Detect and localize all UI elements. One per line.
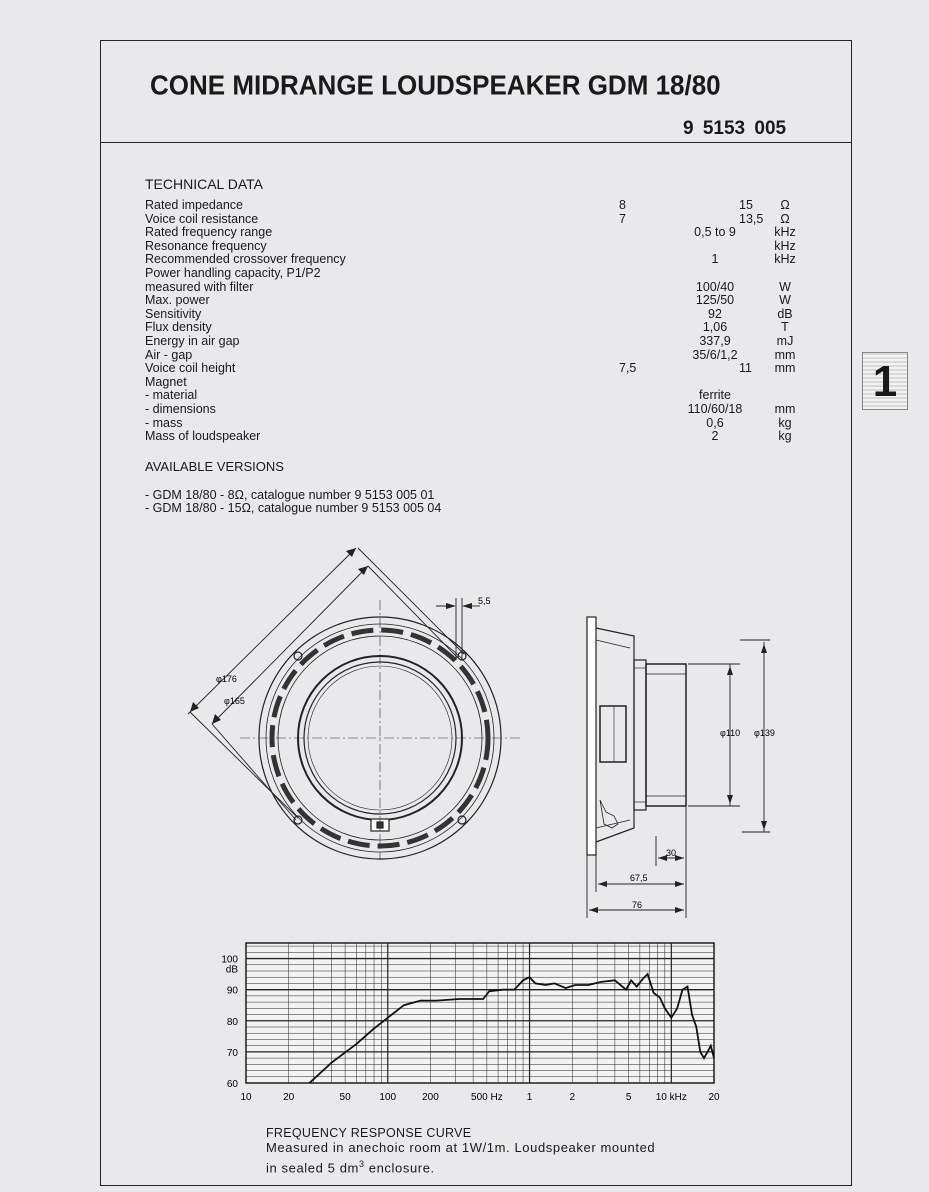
spec-nominal: 2 — [711, 429, 719, 444]
dim-outer-diameter: φ176 — [216, 674, 237, 684]
spec-nominal: 1,06 — [702, 320, 728, 335]
spec-nominal: 0,5 to 9 — [694, 225, 736, 240]
y-tick-label: dB — [225, 964, 238, 976]
spec-nominal: 100/40 — [695, 279, 735, 294]
spec-nominal: 337,9 — [699, 334, 731, 348]
caption-line-1: Measured in anechoic room at 1W/1m. Loudspeaker mounted — [266, 1140, 656, 1155]
spec-unit: Ω — [780, 211, 790, 226]
dim-flange: 5,5 — [478, 596, 491, 606]
spec-label: Sensitivity — [145, 306, 202, 321]
chart-caption-title: FREQUENCY RESPONSE CURVE — [266, 1126, 472, 1140]
spec-unit: kHz — [774, 238, 796, 253]
spec-unit: dB — [777, 306, 793, 321]
spec-nominal: 1 — [711, 252, 719, 267]
chart-frame — [246, 943, 714, 1083]
spec-label: Energy in air gap — [145, 334, 240, 348]
caption-superscript: 3 — [358, 1159, 365, 1169]
x-tick-label: 500 Hz — [471, 1092, 503, 1103]
spec-nominal: 125/50 — [695, 293, 735, 308]
spec-label: Voice coil height — [145, 361, 236, 376]
chart-caption-text — [266, 1140, 655, 1176]
spec-label: Air - gap — [145, 347, 193, 362]
spec-nominal: ferrite — [699, 388, 731, 403]
spec-unit: mm — [774, 361, 796, 376]
spec-min: 8 — [619, 198, 626, 212]
x-tick-label: 5 — [625, 1092, 632, 1103]
y-tick-label: 70 — [226, 1047, 238, 1059]
spec-nominal: 110/60/18 — [687, 402, 743, 416]
spec-label: - dimensions — [145, 402, 216, 416]
spec-unit: kHz — [774, 225, 796, 240]
spec-nominal: 92 — [708, 306, 722, 321]
x-tick-label: 20 — [708, 1092, 720, 1103]
spec-label: Max. power — [145, 293, 210, 308]
x-tick-label: 10 kHz — [655, 1092, 687, 1103]
dim-overall-depth: 76 — [632, 900, 643, 910]
spec-unit: kg — [778, 429, 792, 444]
spec-nominal: 35/6/1,2 — [692, 347, 738, 362]
spec-label: Flux density — [145, 320, 212, 335]
versions-heading: AVAILABLE VERSIONS — [145, 459, 284, 474]
spec-label: Voice coil resistance — [145, 211, 259, 226]
spec-label: Rated impedance — [145, 198, 243, 212]
spec-label: Power handling capacity, P1/P2 — [145, 266, 321, 280]
spec-label: measured with filter — [145, 279, 254, 294]
x-tick-label: 20 — [283, 1092, 295, 1103]
technical-data-heading: TECHNICAL DATA — [145, 176, 263, 192]
y-tick-label: 80 — [226, 1016, 238, 1028]
x-tick-label: 100 — [379, 1092, 397, 1103]
section-tab-number: 1 — [872, 357, 898, 406]
spec-label: Mass of loudspeaker — [145, 429, 261, 444]
y-tick-label: 90 — [226, 985, 238, 997]
page-title: CONE MIDRANGE LOUDSPEAKER GDM 18/80 — [150, 69, 721, 101]
x-tick-label: 10 — [240, 1092, 252, 1103]
version-item: - GDM 18/80 - 8Ω, catalogue number 9 5153 005 01 — [145, 488, 435, 502]
spec-min: 7,5 — [619, 361, 637, 376]
x-tick-label: 2 — [569, 1092, 576, 1103]
catalogue-code: 9 5153 005 — [683, 118, 787, 139]
spec-unit: T — [781, 320, 789, 335]
caption-line-2-end: enclosure. — [364, 1160, 435, 1176]
dim-mount-depth: 67,5 — [630, 873, 648, 883]
dim-magnet-depth: 30 — [666, 848, 677, 858]
y-tick-label: 60 — [226, 1079, 238, 1090]
spec-unit: W — [779, 279, 791, 294]
caption-line-2: in sealed 5 dm — [266, 1160, 359, 1176]
spec-unit: Ω — [780, 198, 790, 212]
spec-max: 11 — [739, 361, 752, 376]
dim-magnet-diameter: φ110 — [720, 728, 741, 738]
spec-min: 7 — [619, 211, 626, 226]
spec-unit: mm — [774, 347, 796, 362]
spec-max: 13,5 — [739, 211, 764, 226]
spec-label: - mass — [145, 415, 183, 430]
x-tick-label: 200 — [422, 1092, 439, 1103]
spec-label: Rated frequency range — [145, 225, 273, 240]
dim-frame-diameter: φ139 — [754, 728, 775, 738]
x-tick-label: 1 — [526, 1092, 533, 1103]
spec-label: Recommended crossover frequency — [145, 252, 346, 267]
spec-label: Magnet — [145, 374, 187, 389]
y-tick-label: 100 — [221, 954, 238, 966]
dim-bolt-circle: φ165 — [224, 696, 245, 706]
spec-unit: W — [779, 293, 791, 308]
spec-max: 15 — [739, 198, 753, 212]
spec-unit: mJ — [776, 334, 794, 348]
spec-unit: kg — [778, 415, 792, 430]
version-item: - GDM 18/80 - 15Ω, catalogue number 9 5153 005 04 — [145, 501, 442, 515]
x-tick-label: 50 — [339, 1092, 351, 1103]
spec-label: Resonance frequency — [145, 238, 267, 253]
spec-unit: kHz — [774, 252, 796, 267]
spec-unit: mm — [774, 402, 796, 416]
spec-label: - material — [145, 388, 198, 403]
spec-nominal: 0,6 — [706, 415, 724, 430]
